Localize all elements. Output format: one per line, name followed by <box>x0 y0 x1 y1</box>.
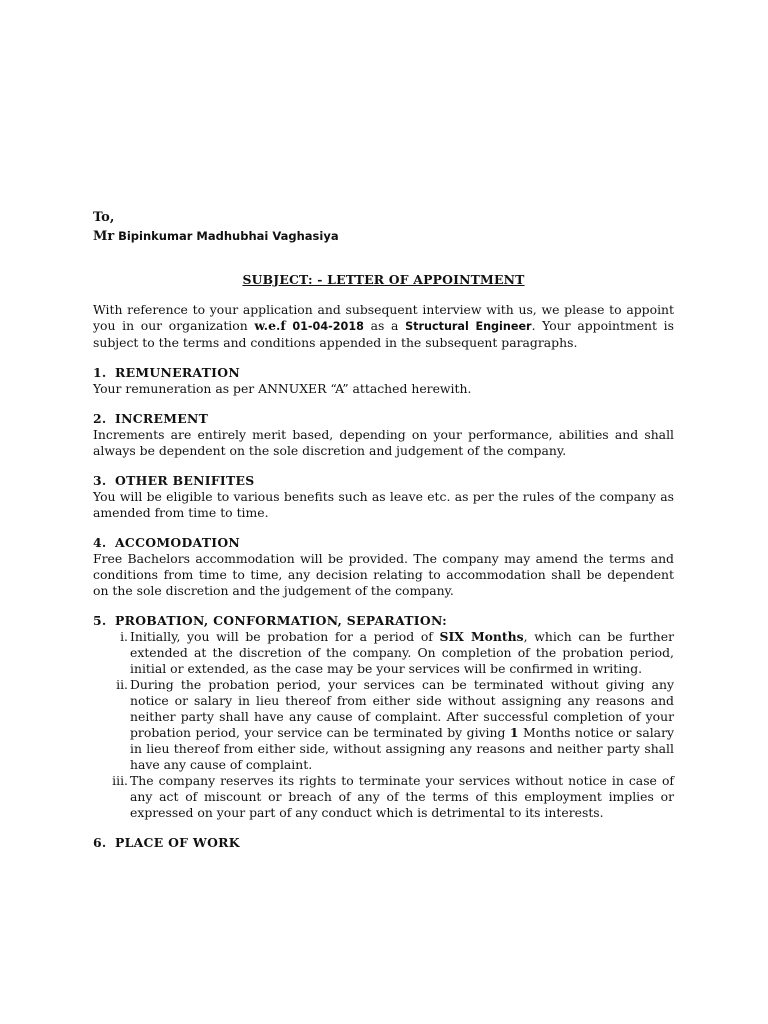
wef-label: w.e.f <box>254 318 286 333</box>
start-date: 01-04-2018 <box>292 320 364 333</box>
section-heading <box>93 535 674 551</box>
section-title: REMUNERATION <box>115 365 241 380</box>
intro-paragraph <box>93 302 674 351</box>
section-number: 1. <box>93 365 107 380</box>
item-text: Months notice or salary in lieu thereof from either side, without assigning any reasons and neither party shall have any cause of complaint. <box>130 725 674 772</box>
section-title: PROBATION, CONFORMATION, SEPARATION: <box>115 613 447 628</box>
section-title: OTHER BENIFITES <box>115 473 255 488</box>
section-accommodation <box>93 535 674 599</box>
section-remuneration <box>93 365 674 397</box>
section-heading <box>93 835 674 851</box>
subject-text: SUBJECT: - LETTER OF APPOINTMENT <box>242 272 525 287</box>
salutation: Mr <box>93 229 115 244</box>
recipient-name: Bipinkumar Madhubhai Vaghasiya <box>118 229 339 243</box>
intro-text-1: With reference to your application and subsequent interview with us, we please to appoint you in our organization <box>93 302 674 333</box>
appointment-letter <box>93 210 674 851</box>
list-item <box>116 677 674 773</box>
list-marker: i. <box>120 629 128 644</box>
section-heading <box>93 473 674 489</box>
to-label: To, <box>93 210 115 225</box>
list-marker: iii. <box>112 773 128 788</box>
section-body: You will be eligible to various benefits such as leave etc. as per the rules of the company as amended from time to time. <box>93 489 674 520</box>
section-number: 3. <box>93 473 107 488</box>
section-heading <box>93 411 674 427</box>
probation-list <box>93 629 674 821</box>
section-heading <box>93 365 674 381</box>
section-body: Your remuneration as per ANNUXER “A” attached herewith. <box>93 381 472 396</box>
list-item <box>120 629 675 677</box>
section-body: Free Bachelors accommodation will be provided. The company may amend the terms and conditions from time to time, any decision relating to accommodation shall be dependent on the sole discretion and the judgement of the company. <box>93 551 674 598</box>
section-title: INCREMENT <box>115 411 209 426</box>
section-body: Increments are entirely merit based, depending on your performance, abilities and shall always be dependent on the sole discretion and judgement of the company. <box>93 427 674 458</box>
list-marker: ii. <box>116 677 128 692</box>
section-title: PLACE OF WORK <box>115 835 240 850</box>
item-bold-text: 1 <box>509 725 519 740</box>
section-heading <box>93 613 674 629</box>
section-number: 4. <box>93 535 107 550</box>
section-number: 6. <box>93 835 107 850</box>
section-increment <box>93 411 674 459</box>
item-text: Initially, you will be probation for a period of <box>130 629 440 644</box>
section-place-of-work <box>93 835 674 851</box>
item-text: The company reserves its rights to terminate your services without notice in case of any act of miscount or breach of any of the terms of this employment implies or expressed on your part of any conduct which is detrimental to its interests. <box>130 773 674 820</box>
recipient-line <box>93 228 674 245</box>
section-number: 2. <box>93 411 107 426</box>
section-number: 5. <box>93 613 107 628</box>
section-other-benefits <box>93 473 674 521</box>
item-bold-text: SIX Months <box>439 629 524 644</box>
intro-text-2: as a <box>363 318 406 333</box>
subject-heading <box>93 272 674 288</box>
section-probation <box>93 613 674 821</box>
item-text: During the probation period, your services can be terminated without giving any notice or salary in lieu thereof from either side without assigning any reasons and neither party shall have any cause of complaint. After successful completion of your probation period, your service can be terminated by giving <box>130 677 674 740</box>
list-item <box>112 773 674 821</box>
item-text: , which can be further extended at the discretion of the company. On completion of the probation period, initial or extended, as the case may be your services will be confirmed in writing. <box>130 629 675 676</box>
position-title: Structural Engineer <box>405 320 532 333</box>
intro-text-3: . Your appointment is subject to the terms and conditions appended in the subsequent paragraphs. <box>93 318 674 350</box>
section-title: ACCOMODATION <box>115 535 241 550</box>
